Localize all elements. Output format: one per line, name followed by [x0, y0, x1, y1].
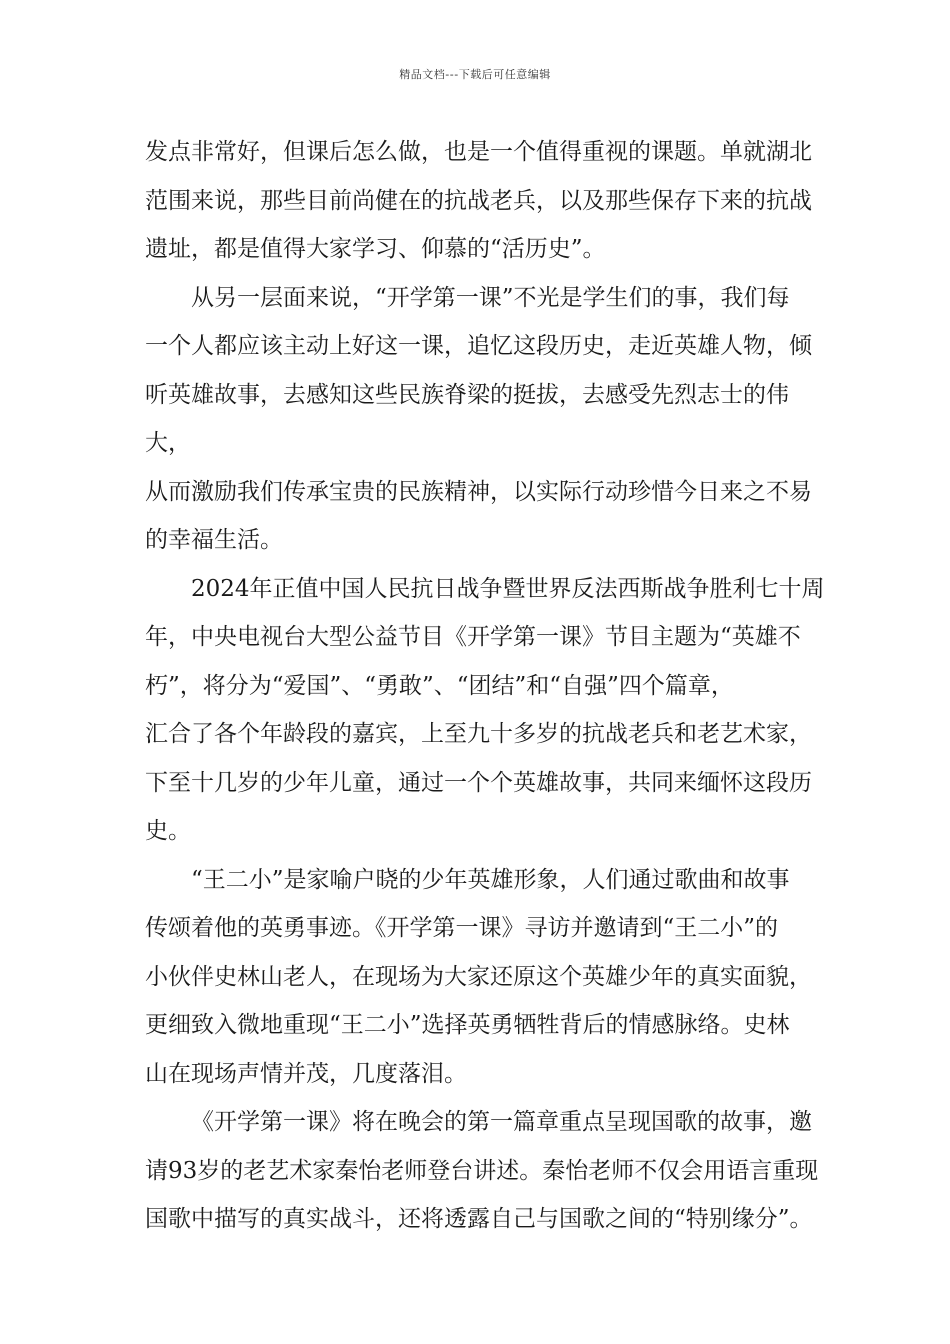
line: 范围来说，那些目前尚健在的抗战老兵，以及那些保存下来的抗战 [145, 187, 812, 214]
document-body [145, 128, 825, 1244]
line: 朽”，将分为“爱国”、“勇敢”、“团结”和“自强”四个篇章， [145, 672, 734, 699]
paragraph-2 [145, 274, 825, 565]
line: 从另一层面来说，“开学第一课”不光是学生们的事，我们每 [191, 284, 790, 311]
line: 的幸福生活。 [145, 527, 283, 553]
line: 一个人都应该主动上好这一课，追忆这段历史，走近英雄人物，倾 [145, 333, 812, 359]
line: 2024年正值中国人民抗日战争暨世界反法西斯战争胜利七十周 [191, 575, 825, 602]
line: 听英雄故事，去感知这些民族脊梁的挺拔，去感受先烈志士的伟大， [145, 381, 789, 456]
paragraph-3 [145, 565, 825, 856]
line: 更细致入微地重现“王二小”选择英勇牺牲背后的情感脉络。史林 [145, 1012, 790, 1038]
line: 从而激励我们传承宝贵的民族精神，以实际行动珍惜今日来之不易 [145, 478, 812, 505]
line: 山在现场声情并茂，几度落泪。 [145, 1060, 467, 1087]
paragraph-4 [145, 856, 825, 1099]
paragraph-5 [145, 1098, 825, 1244]
page-header: 精品文档---下载后可任意编辑 [399, 68, 551, 81]
line: 发点非常好，但课后怎么做，也是一个值得重视的课题。单就湖北 [145, 139, 812, 165]
line: 国歌中描写的真实战斗，还将透露自己与国歌之间的“特别缘分”。 [145, 1206, 813, 1232]
line: “王二小”是家喻户晓的少年英雄形象，人们通过歌曲和故事 [191, 866, 790, 893]
line: 小伙伴史林山老人，在现场为大家还原这个英雄少年的真实面貌， [145, 963, 812, 990]
line: 年，中央电视台大型公益节目《开学第一课》节目主题为“英雄不 [145, 624, 801, 650]
line: 汇合了各个年龄段的嘉宾，上至九十多岁的抗战老兵和老艺术家， [145, 721, 812, 747]
line: 《开学第一课》将在晚会的第一篇章重点呈现国歌的故事，邀 [191, 1109, 812, 1135]
line: 下至十几岁的少年儿童，通过一个个英雄故事，共同来缅怀这段历 [145, 769, 812, 796]
line: 传颂着他的英勇事迹。《开学第一课》寻访并邀请到“王二小”的 [145, 915, 779, 941]
paragraph-1 [145, 128, 825, 274]
line: 遗址，都是值得大家学习、仰慕的“活历史”。 [145, 236, 606, 262]
line: 请93岁的老艺术家秦怡老师登台讲述。秦怡老师不仅会用语言重现 [145, 1157, 819, 1184]
line: 史。 [145, 818, 191, 844]
